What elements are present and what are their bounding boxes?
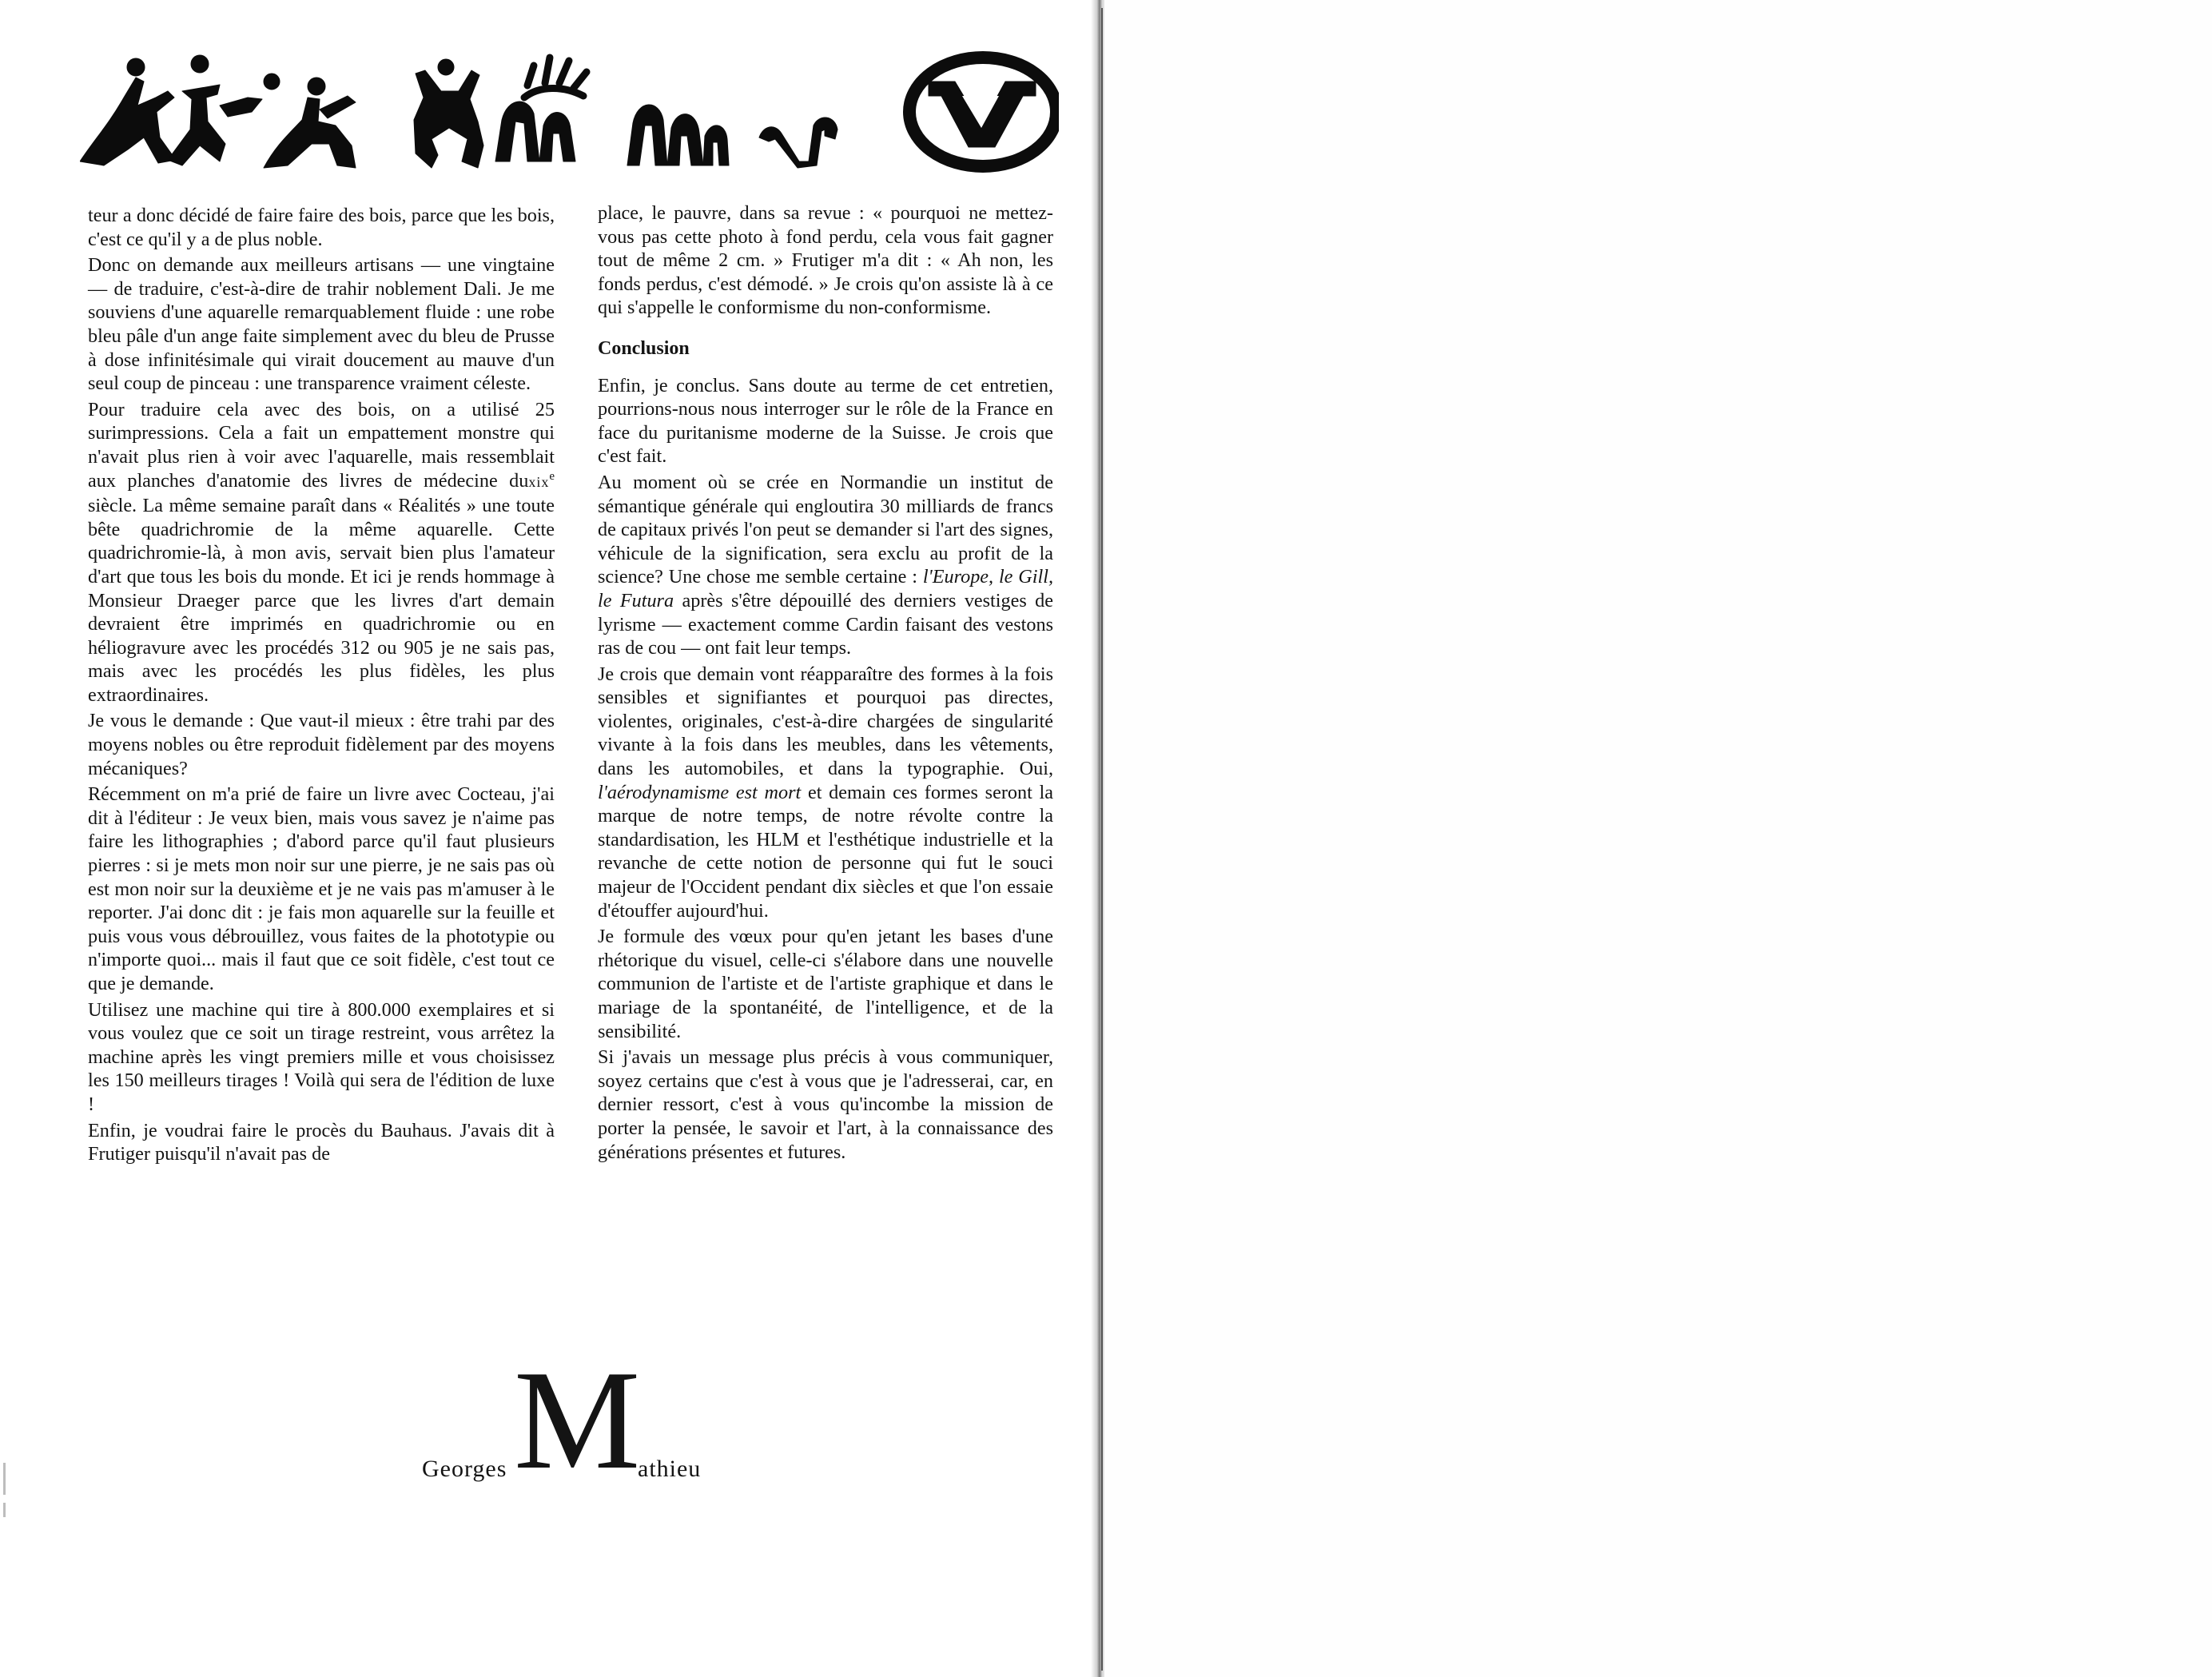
paragraph: Utilisez une machine qui tire à 800.000 exemplaires et si vous voulez que ce soit un tirage restreint, vous arrêtez la machine après les vingt premiers mille et vous choisissez les 150 meilleurs tirages ! Voilà qui sera de l'édition de luxe ! [88,998,555,1115]
century-superscript: e [549,469,555,483]
paragraph-text: Au moment où se crée en Normandie un institut de sémantique générale qui engloutira 30 milliards de francs de capitaux privés l'on peut se demander si l'art des signes, véhicule de la signification, sera exclu au profit de la science? Une chose me semble certaine : [598,471,1053,588]
gutter-line [1101,8,1103,1671]
paragraph [88,398,555,707]
paragraph: Je formule des vœux pour qu'en jetant les bases d'une rhétorique du visuel, celle-ci s'élabore dans une nouvelle communion de l'artiste et de l'artiste graphique et dans le mariage de la spontanéité, de l'intelligence, et de la sensibilité. [598,926,1053,1042]
italic-phrase: l'Europe, le Gill, le Futura [598,566,1053,611]
paragraph: Donc on demande aux meilleurs artisans — une vingtaine — de traduire, c'est-à-dire de trahir noblement Dali. Je me souviens d'une aquarelle remarquablement fluide : une robe bleu pâle d'un ange faite simplement avec du bleu de Prusse à dose infinitésimale qui virait doucement au mauve d'un seul coup de pinceau : une transparence vraiment céleste. [88,254,555,395]
glyph-figure [168,55,280,165]
signature-last-name: athieu [638,1456,702,1482]
glyph-figure [414,59,483,168]
right-text-column [598,201,1053,1166]
century-numeral: xix [528,473,550,490]
author-signature [422,1340,742,1499]
paragraph: teur a donc décidé de faire faire des bois, parce que les bois, c'est ce qu'il y a de plus noble. [88,205,555,250]
glyph-emblem [909,58,1056,166]
paragraph: Si j'avais un message plus précis à vous communiquer, soyez certains que c'est à vous que je l'adresserai, car, en dernier ressort, c'est à vous qu'incombe la mission de porter la pensée, le savoir et l'art, à la connaissance des générations présentes et futures. [598,1046,1053,1163]
scan-edge-mark [3,1463,6,1495]
italic-phrase: l'aérodynamisme est mort [598,781,802,803]
paragraph: Enfin, je voudrai faire le procès du Bauhaus. J'avais dit à Frutiger puisqu'il n'avait pas de [88,1119,555,1165]
section-heading: Conclusion [598,337,690,359]
paragraph: Enfin, je conclus. Sans doute au terme de cet entretien, pourrions-nous nous interroger sur le rôle de la France en face du puritanisme moderne de la Suisse. Je crois que c'est fait. [598,374,1053,468]
paragraph-text: après s'être dépouillé des derniers vestiges de lyrisme — exactement comme Cardin faisant des vestons ras de cou — ont fait leur temps. [598,589,1053,659]
paragraph-text: et demain ces formes seront la marque de notre temps, de notre révolte contre la standardisation, les HLM et l'esthétique industrielle et la revanche de cette notion de personne qui fut le souci majeur de l'Occident pendant dix siècles et que l'on essaie d'étouffer aujourd'hui. [598,781,1053,922]
paragraph: Je vous le demande : Que vaut-il mieux : être trahi par des moyens nobles ou être reproduit fidèlement par des moyens mécaniques? [88,710,555,779]
glyph-figure [627,105,729,165]
scan-edge-mark [3,1503,6,1517]
right-page-blank [1104,0,2212,1677]
paragraph [598,471,1053,660]
paragraph [598,663,1053,923]
glyph-figure [759,118,837,168]
signature-initial: M [514,1340,641,1499]
paragraph: Récemment on m'a prié de faire un livre avec Cocteau, j'ai dit à l'éditeur : Je veux bien, mais vous savez je n'aime pas faire les lithographies ; d'abord parce qu'il faut plusieurs pierres : si je mets mon noir sur une pierre, je ne sais pas où est mon noir sur la deuxième et je ne vais pas m'amuser à le reporter. J'ai donc dit : je fais mon aquarelle sur la feuille et puis vous vous débrouillez, vous faites de la phototypie ou n'importe quoi... mais il faut que ce soit fidèle, c'est tout ce que je demande. [88,783,555,994]
glyph-figure [495,58,587,161]
left-page [0,0,1096,1677]
paragraph-text: Pour traduire cela avec des bois, on a utilisé 25 surimpressions. Cela a fait un empattement monstre qui n'avait plus rien à voir avec l'aquarelle, mais ressemblait aux planches d'anatomie des livres de médecine du [88,398,555,492]
paragraph-text: siècle. La même semaine paraît dans « Réalités » une toute bête quadrichromie de la même aquarelle. Cette quadrichromie-là, à mon avis, servait bien plus l'amateur d'art que tous les bois du monde. Et ici je rends hommage à Monsieur Draeger parce que les livres d'art demain devraient être imprimés en quadrichromie ou en héliogravure avec les procédés 312 ou 905 je ne sais pas, mais avec les procédés les plus fidèles, les plus extraordinaires. [88,495,555,706]
paragraph-text: Je crois que demain vont réapparaître des formes à la fois sensibles et signifiantes et pourquoi pas directes, violentes, originales, c'est-à-dire chargées de singularité vivante à la fois dans les meubles, dans les vêtements, dans les automobiles, et dans la typographie. Oui, [598,663,1053,780]
glyph-figure [80,58,176,165]
left-text-column [88,204,555,1166]
paragraph: place, le pauvre, dans sa revue : « pourquoi ne mettez-vous pas cette photo à fond perdu, cela vous fait gagner tout de même 2 cm. » Frutiger m'a dit : « Ah non, les fonds perdus, c'est démodé. » Je crois qu'on assiste là à ce qui s'appelle le conformisme du non-conformisme. [598,202,1053,319]
signature-first-name: Georges [422,1456,507,1482]
pictographic-figures-banner-icon [80,50,1059,177]
glyph-figure [264,78,356,168]
